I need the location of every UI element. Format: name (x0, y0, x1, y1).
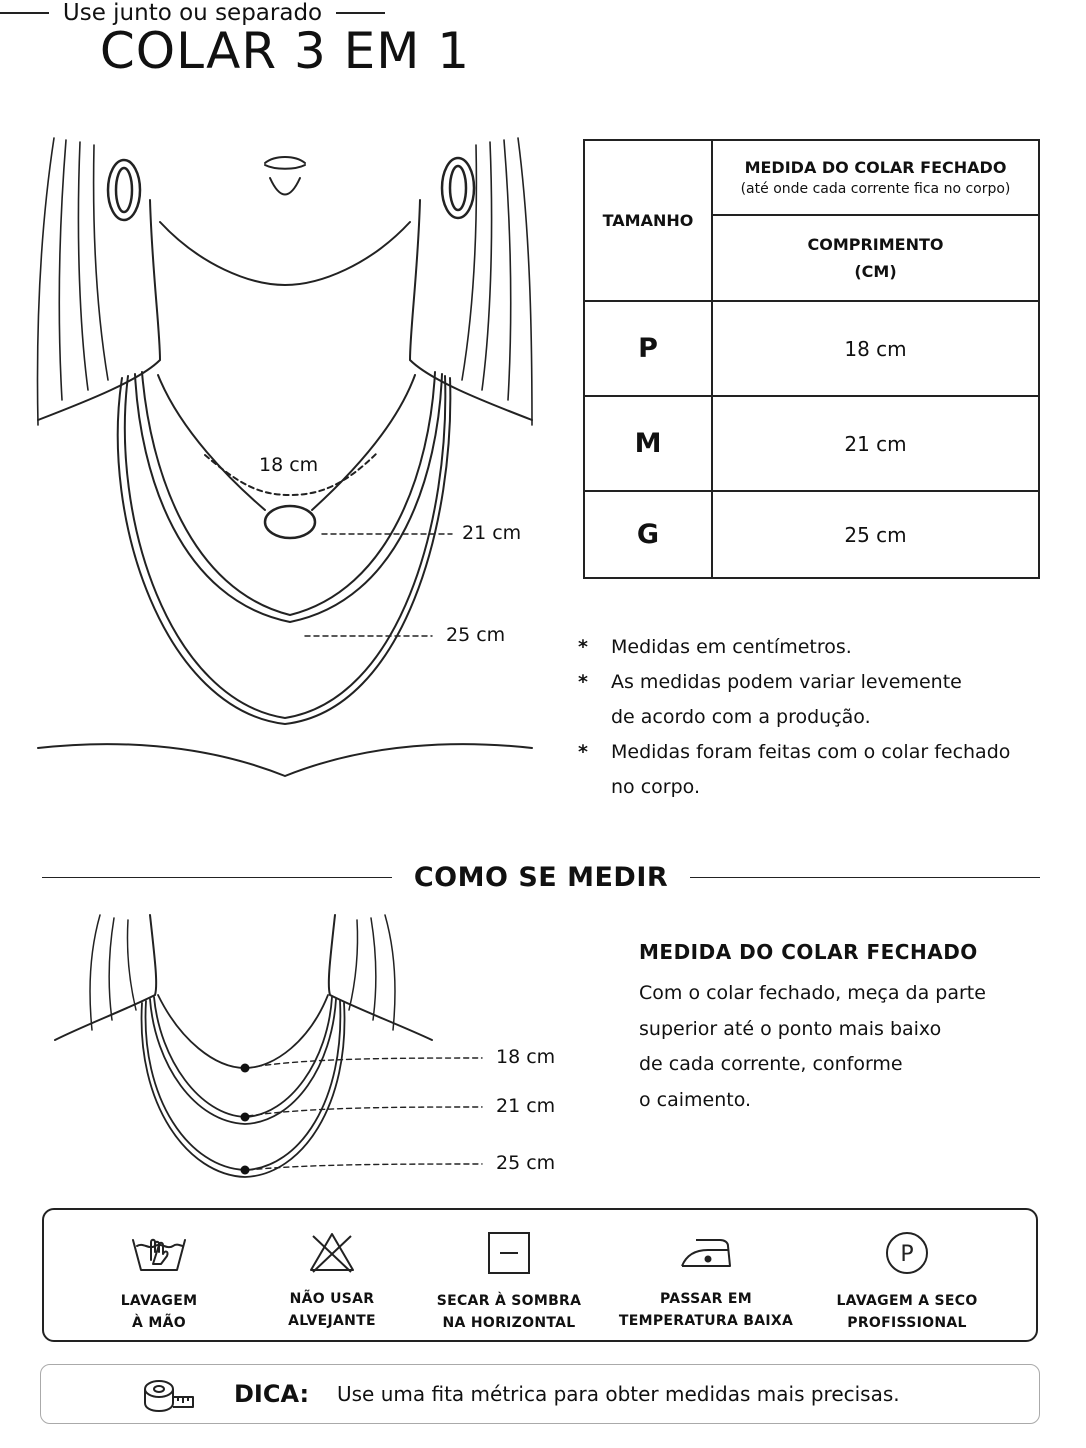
how-to-text (639, 976, 1049, 1118)
col-length-header (712, 215, 1039, 301)
notes-list (578, 630, 1048, 805)
header-main: MEDIDA DO COLAR FECHADO (744, 158, 1007, 177)
note-line: Medidas em centímetros. (611, 636, 852, 658)
dry-clean-p-icon (884, 1230, 930, 1276)
bottom-label-18cm: 18 cm (496, 1046, 556, 1068)
how-to-line: Com o colar fechado, meça da parte (639, 982, 986, 1004)
table-main-header (712, 140, 1039, 215)
care-item (409, 1210, 609, 1334)
care-label: PASSAR EM TEMPERATURA BAIXA (618, 1291, 794, 1329)
note-item (578, 735, 1048, 805)
dry-flat-shade-icon (486, 1230, 532, 1276)
tip-label: DICA: (234, 1380, 310, 1408)
table-row (584, 396, 1039, 491)
header-sub: (até onde cada corrente fica no corpo) (740, 181, 1011, 197)
col-length-unit: (CM) (854, 262, 897, 281)
length-cell: 21 cm (712, 396, 1039, 491)
section-title: COMO SE MEDIR (413, 862, 669, 893)
bottom-measure-points (241, 1064, 250, 1175)
label-25cm: 25 cm (446, 624, 506, 646)
size-cell: P (584, 301, 712, 396)
table-row (584, 491, 1039, 578)
bottom-label-21cm: 21 cm (496, 1095, 556, 1117)
note-line: de acordo com a produção. (611, 706, 871, 728)
bottom-label-25cm: 25 cm (496, 1152, 556, 1174)
size-cell: G (584, 491, 712, 578)
note-line: Medidas foram feitas com o colar fechado (611, 741, 1011, 763)
how-to-title: MEDIDA DO COLAR FECHADO (639, 940, 978, 964)
bottom-measure-guides (248, 1058, 482, 1170)
care-item (807, 1210, 1007, 1334)
care-label: LAVAGEM À MÃO (120, 1293, 198, 1331)
note-bullet: * (578, 636, 588, 658)
note-line: As medidas podem variar levemente (611, 671, 962, 693)
section-right-rule (690, 877, 1040, 879)
label-18cm: 18 cm (259, 454, 319, 476)
table-row (584, 301, 1039, 396)
iron-low-icon (678, 1230, 734, 1274)
care-label: NÃO USAR ALVEJANTE (288, 1291, 376, 1329)
size-cell: M (584, 396, 712, 491)
how-to-line: o caimento. (639, 1088, 752, 1111)
care-label: SECAR À SOMBRA NA HORIZONTAL (436, 1293, 582, 1331)
top-figure-hair (38, 138, 532, 425)
length-cell: 25 cm (712, 491, 1039, 578)
note-bullet: * (578, 741, 588, 763)
dry-clean-letter: P (900, 1242, 914, 1267)
note-line: no corpo. (611, 776, 700, 798)
hand-wash-icon (129, 1230, 189, 1276)
section-heading (42, 862, 1040, 893)
col-length-label: COMPRIMENTO (807, 235, 944, 254)
care-label: LAVAGEM A SECO PROFISSIONAL (836, 1293, 978, 1331)
bottom-necklace-chains (142, 995, 345, 1177)
top-necklace-chains (118, 372, 451, 724)
col-size-label: TAMANHO (602, 211, 694, 230)
page-title: COLAR 3 EM 1 (99, 22, 471, 80)
section-left-rule (42, 877, 392, 879)
size-table (583, 139, 1040, 579)
length-cell: 18 cm (712, 301, 1039, 396)
care-item (232, 1210, 432, 1332)
col-size-header (584, 140, 712, 301)
note-item (578, 630, 1048, 665)
no-bleach-icon (307, 1230, 357, 1274)
tip-text: Use uma fita métrica para obter medidas mais precisas. (337, 1382, 900, 1406)
care-item (606, 1210, 806, 1332)
bottom-figure-hair (90, 915, 395, 1030)
note-bullet: * (578, 671, 588, 693)
care-instructions (42, 1208, 1038, 1342)
subtitle-text: Use junto ou separado (62, 0, 323, 26)
note-item (578, 665, 1048, 735)
tip-bar (40, 1364, 1040, 1424)
label-21cm: 21 cm (462, 522, 522, 544)
how-to-line: de cada corrente, conforme (639, 1053, 903, 1075)
measuring-tape-icon (141, 1373, 197, 1417)
how-to-line: superior até o ponto mais baixo (639, 1017, 942, 1040)
care-item (59, 1210, 259, 1334)
